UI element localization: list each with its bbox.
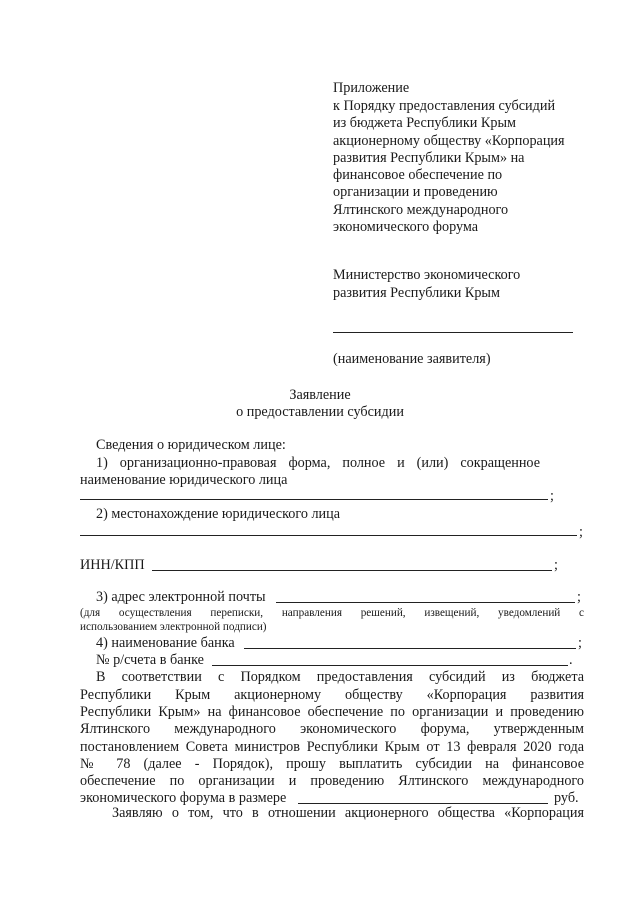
appendix-line: к Порядку предоставления субсидий (333, 98, 556, 114)
item4-fill-line (244, 648, 576, 649)
paragraph-line: № 78 (далее - Порядок), прошу выплатить субсидии на финансовое (80, 756, 584, 772)
appendix-line: акционерному обществу «Корпорация (333, 133, 565, 149)
paragraph-line: постановлением Совета министров Республики Крым от 13 февраля 2020 года (80, 739, 584, 755)
paragraph-line: обеспечение по организации и проведению Ялтинского международного (80, 773, 584, 789)
applicant-caption: (наименование заявителя) (333, 351, 491, 367)
item3-note: (для осуществления переписки, направления решений, извещений, уведомлений с (80, 607, 584, 619)
semicolon: ; (577, 589, 581, 605)
currency-label: руб. (554, 790, 579, 806)
appendix-line: организации и проведению (333, 184, 498, 200)
item1-label: 1) организационно-правовая форма, полное и (или) сокращенное (96, 455, 540, 471)
appendix-line: финансовое обеспечение по (333, 167, 503, 183)
paragraph-line: Республики Крым» на финансовое обеспечение по организации и проведению (80, 704, 584, 720)
semicolon: ; (579, 524, 583, 540)
document-title: Заявление (289, 387, 351, 403)
item2-fill-line (80, 535, 577, 536)
paragraph-line: В соответствии с Порядком предоставления субсидий из бюджета (96, 669, 584, 685)
item3-fill-line (276, 602, 575, 603)
period: . (569, 652, 573, 668)
semicolon: ; (554, 557, 558, 573)
appendix-line: Ялтинского международного (333, 202, 509, 218)
paragraph-line: экономического форума в размере (80, 790, 287, 806)
paragraph-line: Ялтинского международного экономического форума, утвержденным (80, 721, 584, 737)
applicant-name-line (333, 332, 573, 333)
paragraph-line: Республики Крым акционерному обществу «Корпорация развития (80, 687, 584, 703)
inn-fill-line (152, 570, 552, 571)
form-intro: Сведения о юридическом лице: (96, 437, 286, 453)
appendix-line: развития Республики Крым» на (333, 150, 525, 166)
item4-label: 4) наименование банка (96, 635, 235, 651)
paragraph2-line: Заявляю о том, что в отношении акционерного общества «Корпорация (112, 805, 584, 821)
account-fill-line (212, 665, 568, 666)
item1-fill-line (80, 499, 548, 500)
semicolon: ; (578, 635, 582, 651)
item3-label: 3) адрес электронной почты (96, 589, 266, 605)
appendix-line: экономического форума (333, 219, 479, 235)
account-label: № р/счета в банке (96, 652, 204, 668)
recipient-line: развития Республики Крым (333, 285, 500, 301)
item2-label: 2) местонахождение юридического лица (96, 506, 341, 522)
item1-label-cont: наименование юридического лица (80, 472, 288, 488)
document-subtitle: о предоставлении субсидии (236, 404, 404, 420)
inn-label: ИНН/КПП (80, 557, 145, 573)
recipient-line: Министерство экономического (333, 267, 521, 283)
appendix-line: Приложение (333, 80, 410, 96)
semicolon: ; (550, 488, 554, 504)
item3-note-cont: использованием электронной подписи) (80, 621, 267, 633)
appendix-line: из бюджета Республики Крым (333, 115, 516, 131)
